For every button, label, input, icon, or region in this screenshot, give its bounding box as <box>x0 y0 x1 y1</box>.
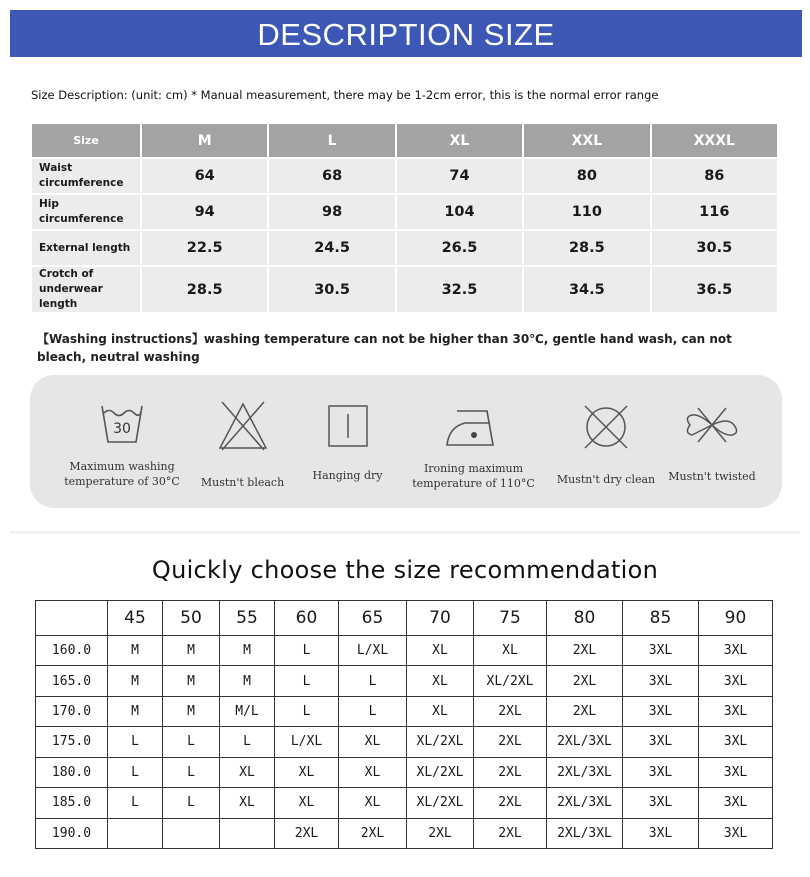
weight-header: 90 <box>699 601 773 636</box>
care-item-bleach <box>195 400 290 490</box>
size-cell: 3XL <box>623 757 699 787</box>
recommendation-title: Quickly choose the size recommendation <box>151 556 659 584</box>
size-cell: XL <box>275 757 339 787</box>
size-cell: XL/2XL <box>407 788 474 818</box>
weight-header: 45 <box>108 601 163 636</box>
size-cell: XL <box>474 636 547 666</box>
size-cell: L <box>275 636 339 666</box>
weight-header: 75 <box>474 601 547 636</box>
size-cell: 2XL/3XL <box>547 757 623 787</box>
height-label: 180.0 <box>36 757 108 787</box>
size-column-header: XXL <box>524 124 649 157</box>
size-cell: L <box>220 727 275 757</box>
table-cell: 64 <box>142 159 267 193</box>
table-cell: 94 <box>142 195 267 229</box>
table-cell: 26.5 <box>397 231 522 265</box>
size-column-header: L <box>269 124 394 157</box>
row-label: Waist circumference <box>32 159 140 193</box>
table-cell: 98 <box>269 195 394 229</box>
corner-cell <box>36 601 108 636</box>
care-item-wash <box>52 402 192 489</box>
care-item-hang <box>300 405 395 483</box>
size-cell: M <box>163 666 220 696</box>
table-row <box>32 195 777 229</box>
table-row <box>36 727 773 757</box>
height-label: 165.0 <box>36 666 108 696</box>
size-cell: 2XL <box>339 818 407 848</box>
size-cell: L/XL <box>339 636 407 666</box>
size-cell: 3XL <box>699 757 773 787</box>
table-cell: 68 <box>269 159 394 193</box>
washing-instructions: 【Washing instructions】washing temperature can not be higher than 30℃, gentle hand wash, can not bleach, neutral washing <box>37 332 732 364</box>
size-cell: L <box>108 757 163 787</box>
size-header-label: Size <box>32 124 140 157</box>
size-cell: 3XL <box>699 727 773 757</box>
size-cell: M/L <box>220 696 275 726</box>
size-cell: 3XL <box>623 788 699 818</box>
size-cell: XL <box>220 788 275 818</box>
size-cell: XL <box>339 788 407 818</box>
table-cell: 116 <box>652 195 777 229</box>
size-cell: XL <box>407 696 474 726</box>
height-label: 190.0 <box>36 818 108 848</box>
table-cell: 74 <box>397 159 522 193</box>
size-cell: XL/2XL <box>407 727 474 757</box>
table-cell: 80 <box>524 159 649 193</box>
table-cell: 86 <box>652 159 777 193</box>
size-cell: 3XL <box>623 636 699 666</box>
table-cell: 110 <box>524 195 649 229</box>
height-label: 170.0 <box>36 696 108 726</box>
table-cell: 34.5 <box>524 267 649 312</box>
care-label: Ironing maximum temperature of 110°C <box>412 462 535 490</box>
size-cell: 3XL <box>699 666 773 696</box>
size-cell: 3XL <box>623 696 699 726</box>
size-cell: XL <box>339 757 407 787</box>
size-cell: L <box>339 696 407 726</box>
size-cell: 3XL <box>699 636 773 666</box>
size-cell: 2XL <box>547 696 623 726</box>
size-cell: M <box>163 696 220 726</box>
height-label: 160.0 <box>36 636 108 666</box>
size-table-header-row <box>32 124 777 157</box>
size-cell: 3XL <box>623 818 699 848</box>
size-cell: 2XL <box>474 788 547 818</box>
size-cell: XL <box>220 757 275 787</box>
size-cell: 2XL <box>547 636 623 666</box>
weight-header: 80 <box>547 601 623 636</box>
size-cell: L <box>163 727 220 757</box>
size-cell: 3XL <box>699 788 773 818</box>
row-label: Crotch of underwear length <box>32 267 140 312</box>
weight-header: 85 <box>623 601 699 636</box>
table-cell: 28.5 <box>142 267 267 312</box>
no-dry-clean-icon <box>581 402 631 452</box>
iron-110-icon <box>443 405 505 449</box>
care-label: Maximum washing temperature of 30°C <box>64 460 180 488</box>
care-item-iron <box>406 405 541 491</box>
care-label: Mustn't dry clean <box>556 473 656 486</box>
size-cell: XL <box>407 666 474 696</box>
size-cell: 2XL/3XL <box>547 818 623 848</box>
size-column-header: XL <box>397 124 522 157</box>
size-column-header: XXXL <box>652 124 777 157</box>
height-label: 175.0 <box>36 727 108 757</box>
size-cell: M <box>220 666 275 696</box>
size-cell: XL <box>275 788 339 818</box>
table-row <box>36 636 773 666</box>
weight-header: 55 <box>220 601 275 636</box>
size-cell: M <box>163 636 220 666</box>
size-cell: M <box>220 636 275 666</box>
size-cell <box>163 818 220 848</box>
table-row <box>32 267 777 312</box>
size-cell <box>108 818 163 848</box>
size-cell: L <box>108 727 163 757</box>
size-cell: 2XL/3XL <box>547 727 623 757</box>
size-cell: XL <box>339 727 407 757</box>
table-row <box>32 231 777 265</box>
table-row <box>36 696 773 726</box>
table-cell: 28.5 <box>524 231 649 265</box>
care-label: Mustn't bleach <box>200 476 285 489</box>
size-cell: L <box>108 788 163 818</box>
table-row <box>36 818 773 848</box>
size-cell: 3XL <box>623 666 699 696</box>
size-cell: M <box>108 666 163 696</box>
size-cell: M <box>108 636 163 666</box>
table-row <box>36 757 773 787</box>
size-cell: 2XL <box>474 727 547 757</box>
table-cell: 36.5 <box>652 267 777 312</box>
wash-temperature-text: 30 <box>113 421 131 437</box>
size-table <box>30 122 779 314</box>
size-cell <box>220 818 275 848</box>
hanging-dry-icon <box>328 405 368 447</box>
size-cell: M <box>108 696 163 726</box>
weight-header: 65 <box>339 601 407 636</box>
size-cell: L <box>275 696 339 726</box>
size-cell: XL/2XL <box>407 757 474 787</box>
care-label: Mustn't twisted <box>668 470 756 483</box>
weight-header: 60 <box>275 601 339 636</box>
care-item-twist <box>662 405 762 484</box>
size-cell: L <box>339 666 407 696</box>
size-cell: L <box>163 757 220 787</box>
weight-header-row <box>36 601 773 636</box>
size-cell: 2XL <box>474 757 547 787</box>
section-divider <box>10 531 800 534</box>
size-cell: 2XL <box>547 666 623 696</box>
size-cell: 3XL <box>699 696 773 726</box>
size-column-header: M <box>142 124 267 157</box>
weight-header: 70 <box>407 601 474 636</box>
table-row <box>36 788 773 818</box>
table-cell: 104 <box>397 195 522 229</box>
size-cell: 2XL/3XL <box>547 788 623 818</box>
size-cell: 2XL <box>474 696 547 726</box>
size-cell: 2XL <box>474 818 547 848</box>
care-symbols-panel <box>30 375 782 508</box>
table-cell: 30.5 <box>269 267 394 312</box>
size-cell: 3XL <box>623 727 699 757</box>
size-recommendation-table <box>35 600 773 849</box>
table-cell: 30.5 <box>652 231 777 265</box>
height-label: 185.0 <box>36 788 108 818</box>
no-twist-icon <box>682 405 742 445</box>
no-bleach-icon <box>216 400 270 452</box>
care-item-dryclean <box>552 402 660 487</box>
banner-title: DESCRIPTION SIZE <box>10 10 802 57</box>
row-label: Hip circumference <box>32 195 140 229</box>
recommendation-body <box>36 636 773 849</box>
row-label: External length <box>32 231 140 265</box>
size-cell: XL <box>407 636 474 666</box>
size-cell: L/XL <box>275 727 339 757</box>
size-description-note: Size Description: (unit: cm) * Manual measurement, there may be 1-2cm error, this is the normal error range <box>31 88 659 102</box>
size-cell: 3XL <box>699 818 773 848</box>
weight-header: 50 <box>163 601 220 636</box>
care-label: Hanging dry <box>312 469 383 482</box>
table-cell: 24.5 <box>269 231 394 265</box>
table-row <box>32 159 777 193</box>
table-cell: 22.5 <box>142 231 267 265</box>
size-cell: 2XL <box>407 818 474 848</box>
size-cell: XL/2XL <box>474 666 547 696</box>
size-cell: L <box>163 788 220 818</box>
size-cell: L <box>275 666 339 696</box>
table-row <box>36 666 773 696</box>
size-cell: 2XL <box>275 818 339 848</box>
table-cell: 32.5 <box>397 267 522 312</box>
wash-30-icon <box>99 402 145 446</box>
